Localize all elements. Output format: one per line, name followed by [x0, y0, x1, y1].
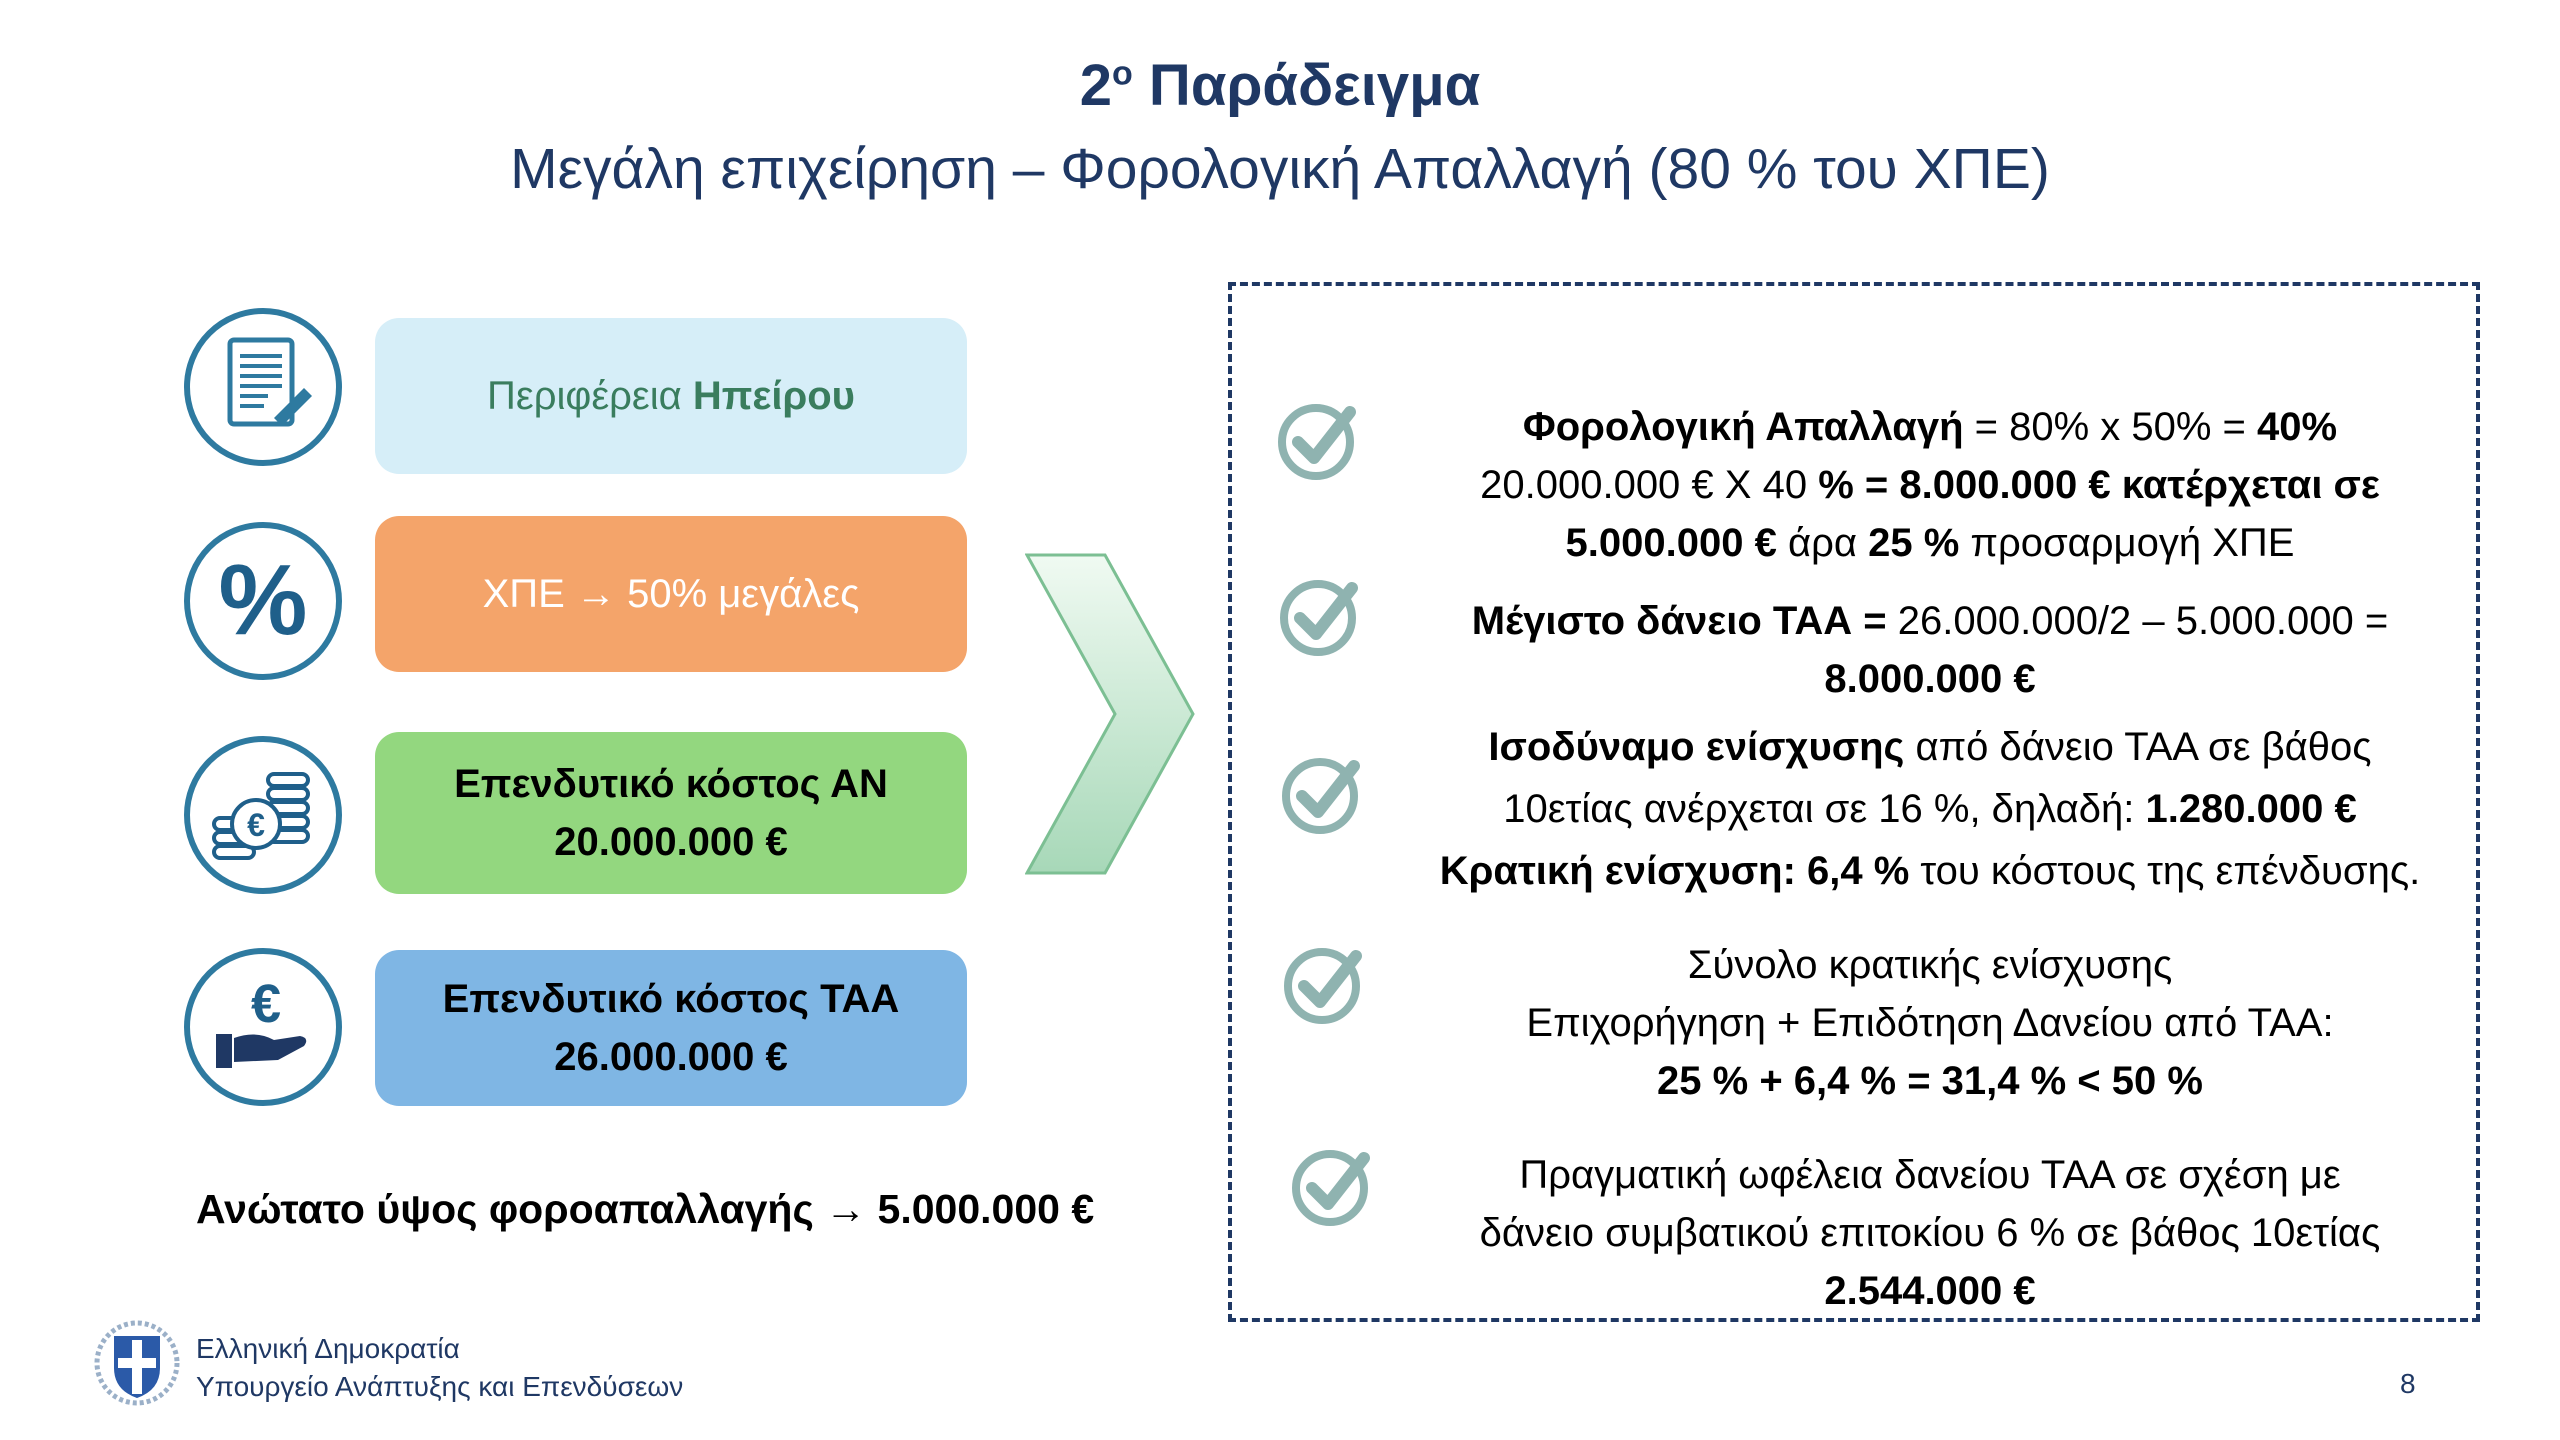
chevron-right-icon	[1025, 553, 1195, 875]
max-exemption-line: Ανώτατο ύψος φοροαπαλλαγής → 5.000.000 €	[196, 1186, 1095, 1232]
hand-euro-icon	[184, 948, 342, 1106]
region-box: Περιφέρεια Ηπείρου	[375, 318, 967, 474]
coins-euro-icon	[184, 736, 342, 894]
loan-benefit-calc: Πραγματική ωφέλεια δανείου ΤΑΑ σε σχέση με δάνειο συμβατικού επιτοκίου 6 % σε βάθος 10ετίας 2.544.000 €	[1479, 1153, 2381, 1313]
cost-an-box: Επενδυτικό κόστος ΑΝ 20.000.000 €	[375, 732, 967, 894]
svg-text:€: €	[250, 974, 282, 1034]
check-icon	[1276, 398, 1362, 484]
max-loan-calc: Μέγιστο δάνειο ΤΑΑ = 26.000.000/2 – 5.000.000 = 8.000.000 €	[1471, 599, 2389, 701]
check-icon	[1290, 1144, 1376, 1230]
slide-title: $2^o$ Παράδειγμα	[1079, 53, 1481, 118]
check-icon	[1282, 942, 1368, 1028]
check-icon	[1280, 752, 1366, 838]
ministry-footer: Ελληνική Δημοκρατία Υπουργείο Ανάπτυξης και Επενδύσεων	[196, 1333, 684, 1402]
percent-icon	[184, 522, 342, 680]
aid-equivalent-calc: Ισοδύναμο ενίσχυσης από δάνειο ΤΑΑ σε βάθος 10ετίας ανέρχεται σε 16 %, δηλαδή: 1.280.000 € Κρατική ενίσχυση: 6,4 % του κόστους της επένδυσης.	[1439, 725, 2421, 893]
tax-exemption-calc: Φορολογική Απαλλαγή = 80% x 50% = 40% 20.000.000 € Χ 40 % = 8.000.000 € κατέρχεται σε 5.000.000 € άρα 25 % προσαρμογή ΧΠΕ	[1480, 405, 2380, 565]
page-number: 8	[2400, 1368, 2416, 1399]
svg-text:%: %	[218, 546, 308, 656]
document-icon	[184, 308, 342, 466]
cost-taa-box: Επενδυτικό κόστος ΤΑΑ 26.000.000 €	[375, 950, 967, 1106]
slide-subtitle: Μεγάλη επιχείρηση – Φορολογική Απαλλαγή (80 % του ΧΠΕ)	[510, 137, 2050, 201]
greek-coat-of-arms-logo	[92, 1318, 182, 1408]
check-icon	[1278, 574, 1364, 660]
total-aid-calc: Σύνολο κρατικής ενίσχυσης Επιχορήγηση + Επιδότηση Δανείου από ΤΑΑ: 25 % + 6,4 % = 31,4 % < 50 %	[1526, 943, 2334, 1103]
svg-text:€: €	[247, 807, 265, 843]
xpe-box: ΧΠΕ → 50% μεγάλες	[375, 516, 967, 672]
